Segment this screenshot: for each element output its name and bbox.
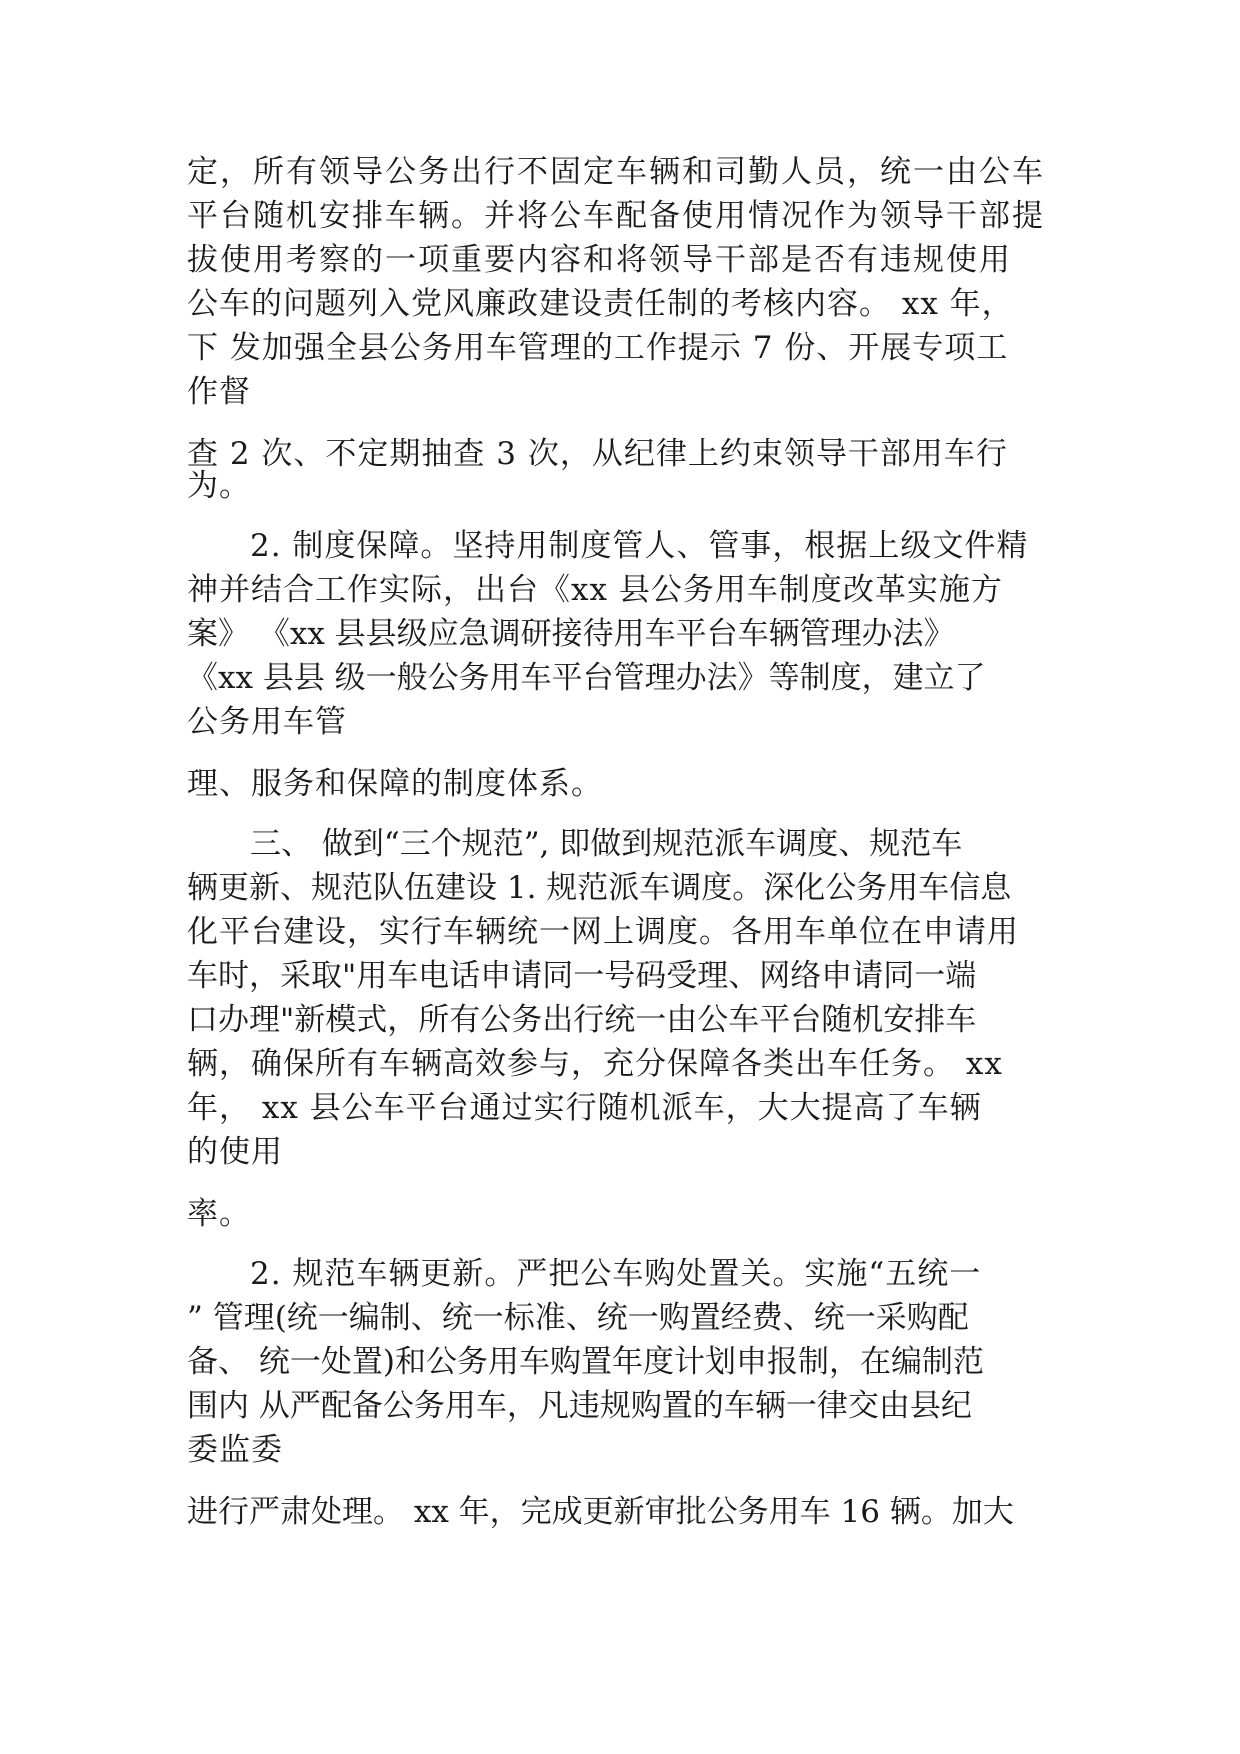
text-line: 口办理"新模式，所有公务出行统一由公车平台随机安排车	[187, 1002, 977, 1038]
text-line: 2. 规范车辆更新。严把公车购处置关。实施“五统一	[250, 1256, 982, 1292]
text-line: 的使用	[187, 1134, 283, 1170]
text-line: 备、 统一处置)和公务用车购置年度计划申报制，在编制范	[187, 1344, 984, 1380]
text-line: 为。	[187, 468, 251, 504]
text-line: 平台随机安排车辆。并将公车配备使用情况作为领导干部提	[187, 198, 1045, 234]
text-line: 三、 做到“三个规范”, 即做到规范派车调度、规范车	[250, 826, 963, 862]
text-line: 辆，确保所有车辆高效参与，充分保障各类出车任务。 xx	[187, 1046, 1003, 1082]
text-line: 围内 从严配备公务用车，凡违规购置的车辆一律交由县纪	[187, 1388, 972, 1424]
text-line: 案》 《xx 县县级应急调研接待用车平台车辆管理办法》	[187, 616, 955, 652]
text-line: 作督	[187, 374, 251, 410]
text-line: 拔使用考察的一项重要内容和将领导干部是否有违规使用	[187, 242, 1012, 278]
text-line: 公车的问题列入党风廉政建设责任制的考核内容。 xx 年，	[187, 286, 1014, 322]
text-line: 查 2 次、不定期抽查 3 次，从纪律上约束领导干部用车行	[187, 436, 1008, 472]
text-line: 下 发加强全县公务用车管理的工作提示 7 份、开展专项工	[187, 330, 1009, 366]
text-line: 公务用车管	[187, 704, 347, 740]
text-line: 进行严肃处理。 xx 年，完成更新审批公务用车 16 辆。加大	[187, 1494, 1014, 1530]
text-line: 理、服务和保障的制度体系。	[187, 766, 603, 802]
text-line: 车时，采取"用车电话申请同一号码受理、网络申请同一端	[187, 958, 977, 994]
text-line: 辆更新、规范队伍建设 1. 规范派车调度。深化公务用车信息	[187, 870, 1012, 906]
text-line: 年， xx 县公车平台通过实行随机派车，大大提高了车辆	[187, 1090, 982, 1126]
text-line: 化平台建设，实行车辆统一网上调度。各用车单位在申请用	[187, 914, 1019, 950]
text-line: 神并结合工作实际，出台《xx 县公务用车制度改革实施方	[187, 572, 1003, 608]
text-line: 委监委	[187, 1432, 283, 1468]
text-line: 2. 制度保障。坚持用制度管人、管事，根据上级文件精	[250, 528, 1029, 564]
text-line: 定，所有领导公务出行不固定车辆和司勤人员，统一由公车	[187, 154, 1045, 190]
text-line: 《xx 县县 级一般公务用车平台管理办法》等制度，建立了	[187, 660, 986, 696]
text-line: 率。	[187, 1196, 251, 1232]
text-line: ” 管理(统一编制、统一标准、统一购置经费、统一采购配	[187, 1300, 969, 1336]
